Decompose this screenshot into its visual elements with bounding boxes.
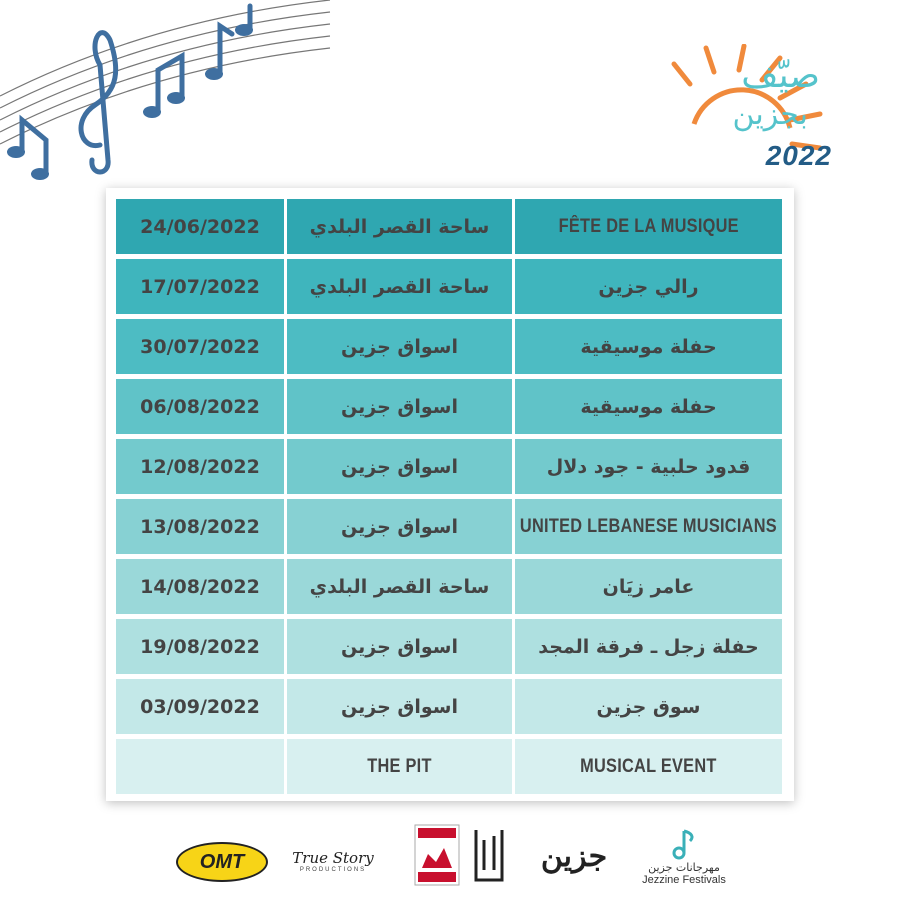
event-cell: FÊTE DE LA MUSIQUE bbox=[515, 199, 782, 254]
event-cell: حفلة موسيقية bbox=[515, 319, 782, 374]
venue-cell: ساحة القصر البلدي bbox=[287, 199, 512, 254]
venue-cell: اسواق جزين bbox=[287, 619, 512, 674]
date-cell: 13/08/2022 bbox=[116, 499, 284, 554]
event-cell: قدود حلبية - جود دلال bbox=[515, 439, 782, 494]
table-row bbox=[116, 439, 782, 494]
date-cell: 03/09/2022 bbox=[116, 679, 284, 734]
ministry-logo bbox=[472, 822, 506, 888]
date-cell: 14/08/2022 bbox=[116, 559, 284, 614]
date-cell: 06/08/2022 bbox=[116, 379, 284, 434]
brand-arabic-title: صيّف bbox=[741, 55, 820, 96]
date-cell: 17/07/2022 bbox=[116, 259, 284, 314]
event-cell: حفلة زجل ـ فرقة المجد bbox=[515, 619, 782, 674]
true-story-logo: True Story PRODUCTIONS bbox=[292, 849, 374, 873]
date-cell bbox=[116, 739, 284, 794]
music-staff-decoration bbox=[0, 0, 340, 200]
jezzine-festivals-logo: مهرجانات جزين Jezzine Festivals bbox=[620, 818, 748, 894]
venue-cell: اسواق جزين bbox=[287, 439, 512, 494]
venue-cell: THE PIT bbox=[287, 739, 512, 794]
venue-cell: اسواق جزين bbox=[287, 319, 512, 374]
festival-note-icon bbox=[670, 827, 698, 861]
event-cell: UNITED LEBANESE MUSICIANS bbox=[515, 499, 782, 554]
brand-year: 2022 bbox=[765, 140, 832, 171]
municipality-logo bbox=[414, 824, 460, 886]
table-row bbox=[116, 679, 782, 734]
table-row bbox=[116, 739, 782, 794]
event-cell: MUSICAL EVENT bbox=[515, 739, 782, 794]
date-cell: 30/07/2022 bbox=[116, 319, 284, 374]
brand-arabic-subtitle: بجزين bbox=[732, 97, 808, 132]
venue-cell: اسواق جزين bbox=[287, 679, 512, 734]
jezzine-logo: جزين bbox=[540, 838, 608, 874]
omt-logo: OMT bbox=[176, 842, 268, 882]
venue-cell: اسواق جزين bbox=[287, 379, 512, 434]
date-cell: 24/06/2022 bbox=[116, 199, 284, 254]
event-cell: سوق جزين bbox=[515, 679, 782, 734]
sponsor-logos bbox=[170, 818, 750, 900]
table-row bbox=[116, 259, 782, 314]
table-row bbox=[116, 559, 782, 614]
event-cell: عامر زيَان bbox=[515, 559, 782, 614]
venue-cell: اسواق جزين bbox=[287, 499, 512, 554]
table-row bbox=[116, 619, 782, 674]
table-row bbox=[116, 199, 782, 254]
date-cell: 12/08/2022 bbox=[116, 439, 284, 494]
event-cell: رالي جزين bbox=[515, 259, 782, 314]
table-row bbox=[116, 319, 782, 374]
venue-cell: ساحة القصر البلدي bbox=[287, 259, 512, 314]
schedule-table bbox=[106, 188, 794, 801]
venue-cell: ساحة القصر البلدي bbox=[287, 559, 512, 614]
table-row bbox=[116, 499, 782, 554]
event-cell: حفلة موسيقية bbox=[515, 379, 782, 434]
date-cell: 19/08/2022 bbox=[116, 619, 284, 674]
table-row bbox=[116, 379, 782, 434]
